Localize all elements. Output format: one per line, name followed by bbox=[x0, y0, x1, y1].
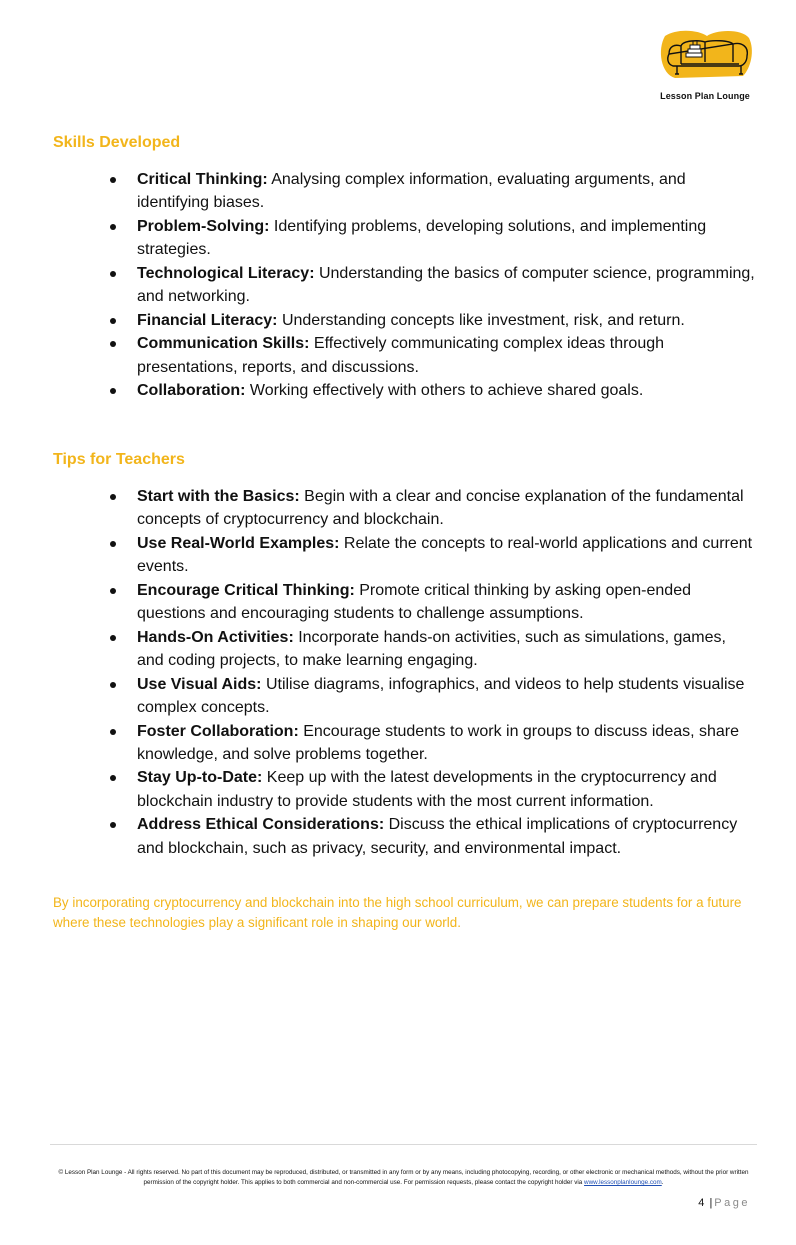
logo-text: Lesson Plan Lounge bbox=[660, 91, 750, 101]
list-item: Communication Skills: Effectively communicating complex ideas through presentations, reports, and discussions. bbox=[137, 332, 757, 378]
footer-copyright: © Lesson Plan Lounge - All rights reserved. No part of this document may be reproduced, distributed, or transmitted in any form or by any means, including photocopying, recording, or other electronic or mechanical methods, without the prior written permission of the copyright holder. This applies to both commercial and non-commercial use. For permission requests, please contact the copyright holder via www.lessonplanlounge.com. bbox=[58, 1169, 749, 1186]
list-item: Stay Up-to-Date: Keep up with the latest developments in the cryptocurrency and blockchain industry to provide students with the most current information. bbox=[137, 766, 757, 812]
website-link[interactable]: www.lessonplanlounge.com bbox=[584, 1179, 662, 1186]
list-item: Use Visual Aids: Utilise diagrams, infographics, and videos to help students visualise complex concepts. bbox=[137, 673, 757, 719]
tips-heading: Tips for Teachers bbox=[53, 451, 185, 468]
skills-list bbox=[137, 168, 757, 403]
list-item: Problem-Solving: Identifying problems, developing solutions, and implementing strategies. bbox=[137, 215, 757, 261]
skills-heading: Skills Developed bbox=[53, 134, 181, 151]
footer-divider bbox=[50, 1144, 757, 1145]
couch-books-icon bbox=[655, 28, 755, 92]
list-item: Start with the Basics: Begin with a clear and concise explanation of the fundamental concepts of cryptocurrency and blockchain. bbox=[137, 485, 757, 531]
list-item: Collaboration: Working effectively with others to achieve shared goals. bbox=[137, 379, 757, 402]
list-item: Address Ethical Considerations: Discuss the ethical implications of cryptocurrency and blockchain, such as privacy, security, and environmental impact. bbox=[137, 813, 757, 859]
list-item: Encourage Critical Thinking: Promote critical thinking by asking open-ended questions and encouraging students to challenge assumptions. bbox=[137, 579, 757, 625]
list-item: Financial Literacy: Understanding concepts like investment, risk, and return. bbox=[137, 309, 757, 332]
list-item: Technological Literacy: Understanding the basics of computer science, programming, and networking. bbox=[137, 262, 757, 308]
list-item: Foster Collaboration: Encourage students to work in groups to discuss ideas, share knowledge, and solve problems together. bbox=[137, 720, 757, 766]
list-item: Critical Thinking: Analysing complex information, evaluating arguments, and identifying biases. bbox=[137, 168, 757, 214]
list-item: Use Real-World Examples: Relate the concepts to real-world applications and current events. bbox=[137, 532, 757, 578]
logo bbox=[655, 28, 755, 106]
page-number: 4 | Page bbox=[698, 1197, 750, 1209]
closing-paragraph: By incorporating cryptocurrency and blockchain into the high school curriculum, we can prepare students for a future where these technologies play a significant role in shaping our world. bbox=[53, 895, 742, 930]
list-item: Hands-On Activities: Incorporate hands-on activities, such as simulations, games, and coding projects, to make learning engaging. bbox=[137, 626, 757, 672]
tips-list bbox=[137, 485, 757, 860]
